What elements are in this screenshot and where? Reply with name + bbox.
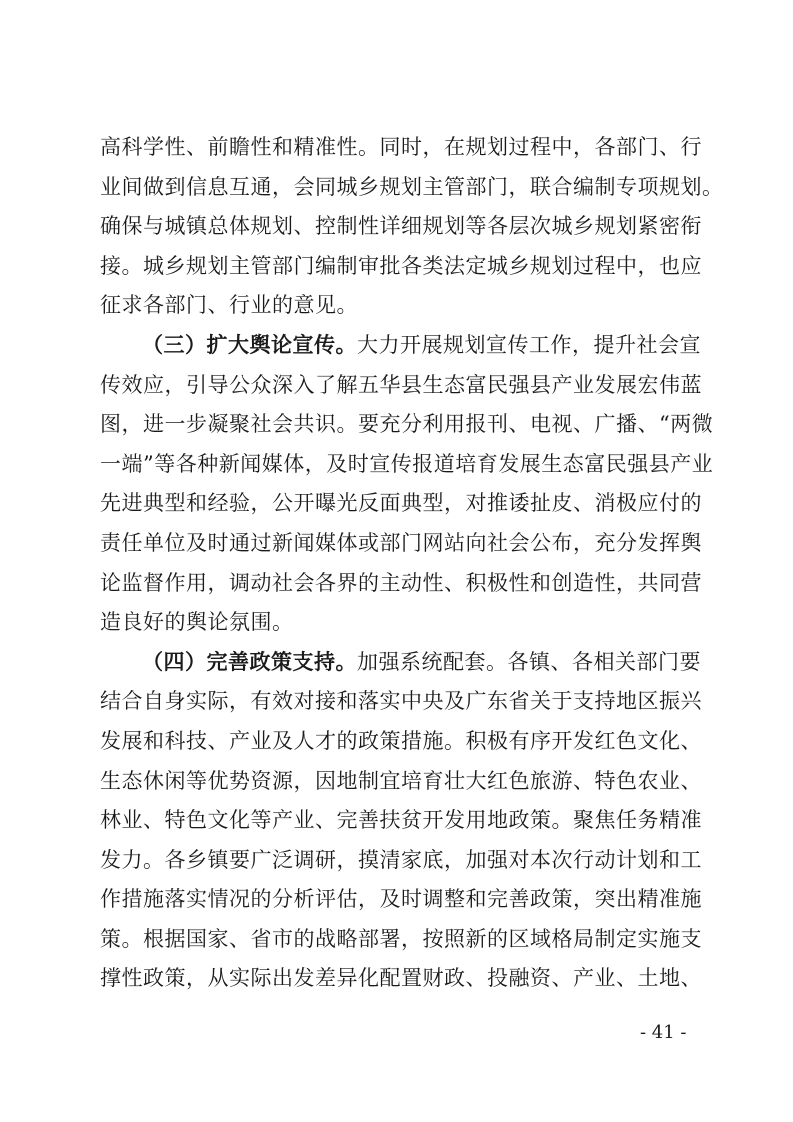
- paragraph-3-line-7: 作措施落实情况的分析评估，及时调整和完善政策，突出精准施: [100, 887, 702, 912]
- paragraph-3-line-2: 结合自身实际，有效对接和落实中央及广东省关于支持地区振兴: [100, 689, 702, 714]
- paragraph-2-line-8: 造良好的舆论氛围。: [100, 610, 294, 635]
- paragraph-3-line-9: 撑性政策，从实际出发差异化配置财政、投融资、产业、土地、: [100, 966, 702, 991]
- paragraph-2-line-7: 论监督作用，调动社会各界的主动性、积极性和创造性，共同营: [100, 570, 702, 595]
- section-heading-4: （四）完善政策支持。: [142, 649, 357, 674]
- paragraph-2-line-3: 图，进一步凝聚社会共识。要充分利用报刊、电视、广播、“两微: [100, 412, 714, 437]
- paragraph-2-line-2: 传效应，引导公众深入了解五华县生态富民强县产业发展宏伟蓝: [100, 372, 702, 397]
- paragraph-3-first-line-text: 加强系统配套。各镇、各相关部门要: [357, 649, 701, 674]
- paragraph-2-first-line-text: 大力开展规划宣传工作，提升社会宣: [357, 332, 701, 357]
- section-heading-3: （三）扩大舆论宣传。: [142, 332, 357, 357]
- paragraph-2-line-5: 先进典型和经验，公开曝光反面典型，对推诿扯皮、消极应付的: [100, 491, 702, 516]
- paragraph-3-line-6: 发力。各乡镇要广泛调研，摸清家底，加强对本次行动计划和工: [100, 847, 702, 872]
- paragraph-3-line-5: 林业、特色文化等产业、完善扶贫开发用地政策。聚焦任务精准: [100, 808, 702, 833]
- paragraph-3-line-4: 生态休闲等优势资源，因地制宜培育壮大红色旅游、特色农业、: [100, 768, 702, 793]
- paragraph-2-line-4: 一端”等各种新闻媒体，及时宣传报道培育发展生态富民强县产业: [100, 451, 714, 476]
- paragraph-1-line-2: 业间做到信息互通，会同城乡规划主管部门，联合编制专项规划。: [100, 174, 724, 199]
- paragraph-1-line-5: 征求各部门、行业的意见。: [100, 293, 358, 318]
- paragraph-2-first-line: [100, 326, 700, 366]
- paragraph-1-line-4: 接。城乡规划主管部门编制审批各类法定城乡规划过程中，也应: [100, 253, 702, 278]
- paragraph-1-line-1: 高科学性、前瞻性和精准性。同时，在规划过程中，各部门、行: [100, 135, 702, 159]
- paragraph-1-line-3: 确保与城镇总体规划、控制性详细规划等各层次城乡规划紧密衔: [100, 214, 702, 239]
- body-text: [100, 128, 724, 999]
- paragraph-3-first-line: [100, 643, 700, 683]
- paragraph-2-line-6: 责任单位及时通过新闻媒体或部门网站向社会公布，充分发挥舆: [100, 530, 702, 555]
- paragraph-3-line-3: 发展和科技、产业及人才的政策措施。积极有序开发红色文化、: [100, 728, 702, 753]
- page-number: - 41 -: [640, 1022, 687, 1043]
- paragraph-3-line-8: 策。根据国家、省市的战略部署，按照新的区域格局制定实施支: [100, 926, 702, 951]
